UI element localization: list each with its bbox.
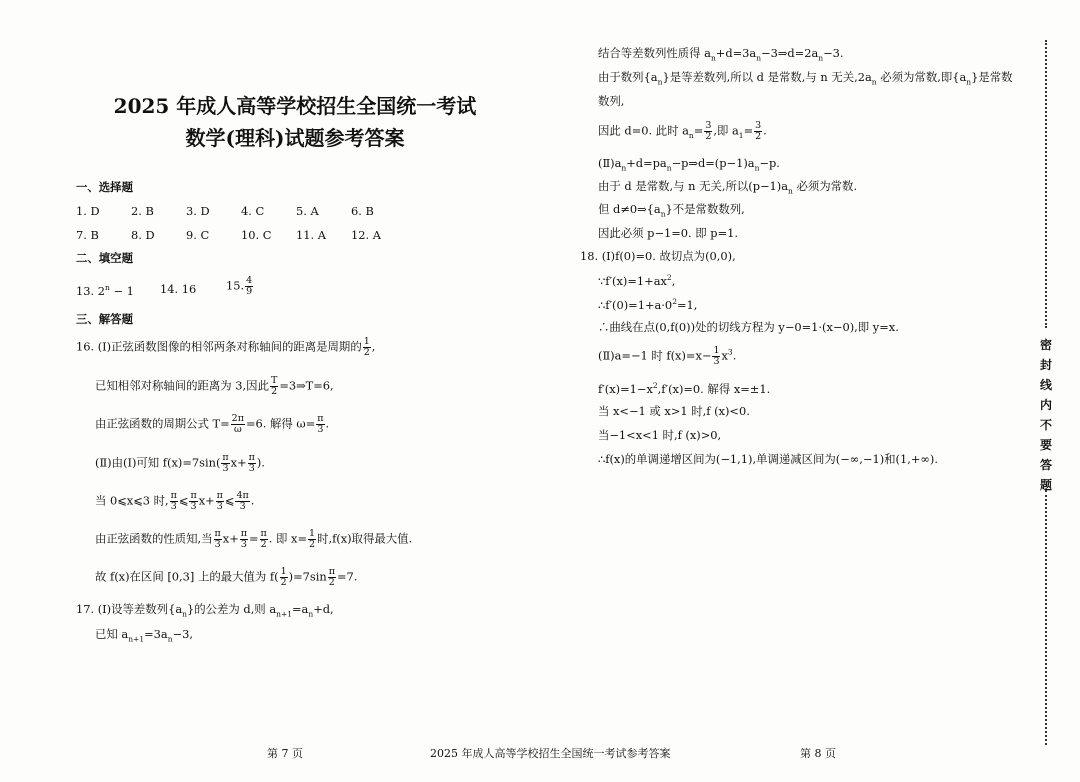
binding-char: 密 bbox=[1039, 338, 1052, 352]
q16-line-5: 当 0⩽x⩽3 时, $\frac{\pi}{3}$ ⩽ $\frac{\pi}{3}$ x+ $\frac{\pi}{3}$ ⩽ $\frac{4\pi}{3}$ . bbox=[95, 490, 255, 512]
q17-line-1: 17. (Ⅰ)设等差数列$\{a_n\}$的公差为 d,则 $a_{n+1}=a_n+d$, bbox=[76, 602, 334, 619]
q16-line-4: (Ⅱ)由(Ⅰ)可知 f(x)=7sin( $\frac{\pi}{3}$ x+ $\frac{\pi}{3}$ ). bbox=[95, 452, 265, 474]
page-number-right: 第 8 页 bbox=[800, 747, 836, 760]
q18-line-9: ∴f(x)的单调递增区间为(−1,1),单调递减区间为(−∞,−1)和(1,+∞). bbox=[598, 452, 938, 466]
q17-line-8: 由于 d 是常数,与 n 无关,所以$(p-1)a_n$ 必须为常数. bbox=[598, 179, 858, 196]
answer-6: 6. B bbox=[351, 204, 374, 218]
q18-line-3: $\therefore f'(0)=1+a\cdot 0^2=1$, bbox=[598, 297, 698, 312]
footer-title: 2025 年成人高等学校招生全国统一考试参考答案 bbox=[430, 747, 671, 760]
binding-dotted-line-top bbox=[1045, 40, 1047, 328]
q16-line-1: 16. (Ⅰ)正弦函数图像的相邻两条对称轴间的距离是周期的 $\frac{1}{2}$ , bbox=[76, 336, 376, 358]
q17-line-9: 但 $d\ne 0\Rightarrow\{a_n\}$不是常数数列, bbox=[598, 202, 745, 219]
q16-line-6: 由正弦函数的性质知,当 $\frac{\pi}{3}$ x+ $\frac{\pi}{3}$ = $\frac{\pi}{2}$ . 即 x= $\frac{1}{2}$ 时,f(x)取得最大值. bbox=[95, 528, 413, 550]
answer-4: 4. C bbox=[241, 204, 265, 218]
answer-12: 12. A bbox=[351, 228, 381, 242]
answer-3: 3. D bbox=[186, 204, 210, 218]
binding-dotted-line-bottom bbox=[1045, 490, 1047, 745]
binding-char: 封 bbox=[1039, 358, 1052, 372]
answer-13: 13. $2^n - 1$ bbox=[76, 283, 134, 298]
answer-1: 1. D bbox=[76, 204, 100, 218]
answer-15: 15. $\frac{4}{9}$ bbox=[226, 275, 253, 297]
q17-line-2: 已知 $a_{n+1}=3a_n-3$, bbox=[95, 627, 193, 644]
q16-line-2: 已知相邻对称轴间的距离为 3,因此 $\frac{T}{2}$ =3⇒T=6, bbox=[95, 375, 334, 397]
binding-char: 答 bbox=[1039, 458, 1052, 472]
q17-line-10: 因此必须 p−1=0. 即 p=1. bbox=[598, 226, 739, 240]
answer-9: 9. C bbox=[186, 228, 210, 242]
answer-14: 14. 16 bbox=[160, 282, 197, 296]
q17-line-3: 结合等差数列性质得 $a_n+d=3a_n-3\Rightarrow d=2a_n-3$. bbox=[598, 46, 844, 63]
answer-7: 7. B bbox=[76, 228, 99, 242]
section-solution-heading: 三、解答题 bbox=[76, 312, 133, 326]
answer-11: 11. A bbox=[296, 228, 326, 242]
q18-line-8: 当−1<x<1 时,f (x)>0, bbox=[598, 428, 722, 442]
answer-5: 5. A bbox=[296, 204, 319, 218]
exam-title: 2025 年成人高等学校招生全国统一考试 bbox=[113, 94, 477, 118]
q18-line-2: $\because f'(x)=1+ax^2$, bbox=[598, 273, 676, 288]
page-number-left: 第 7 页 bbox=[267, 747, 303, 760]
q17-line-4: 由于数列$\{a_n\}$是等差数列,所以 d 是常数,与 n 无关$,2a_n$ 必须为常数,即$\{a_n\}$是常数 bbox=[598, 70, 1013, 87]
q18-line-1: 18. (Ⅰ)f(0)=0. 故切点为(0,0), bbox=[580, 249, 736, 263]
q17-line-5: 数列, bbox=[598, 94, 625, 108]
answer-10: 10. C bbox=[241, 228, 272, 242]
q18-line-6: $f'(x)=1-x^2,f'(x)=0$. 解得 x=±1. bbox=[598, 381, 771, 396]
q18-line-5: (Ⅱ)a=−1 时 f(x)=x− $\frac{1}{3}$ $x^3$. bbox=[598, 345, 737, 367]
q18-line-4: ∴曲线在点(0,f(0))处的切线方程为 y−0=1·(x−0),即 y=x. bbox=[598, 320, 899, 334]
binding-char: 题 bbox=[1039, 478, 1052, 492]
binding-char: 线 bbox=[1039, 378, 1052, 392]
binding-char: 不 bbox=[1039, 418, 1052, 432]
answer-2: 2. B bbox=[131, 204, 154, 218]
binding-margin-note bbox=[1036, 335, 1056, 495]
q16-line-7: 故 f(x)在区间 [0,3] 上的最大值为 f( $\frac{1}{2}$ )=7sin $\frac{\pi}{2}$ =7. bbox=[95, 566, 358, 588]
q17-line-6: 因此 d=0. 此时 $a_n=$ $\frac{3}{2}$ ,即 $a_1=$ $\frac{3}{2}$ . bbox=[598, 120, 767, 142]
q16-line-3: 由正弦函数的周期公式 T= $\frac{2\pi}{\omega}$ =6. 解得 ω= $\frac{\pi}{3}$ . bbox=[95, 413, 330, 435]
q17-line-7: $(Ⅱ)a_n+d=pa_n-p\Rightarrow d=(p-1)a_n-p$. bbox=[598, 156, 780, 173]
answer-subtitle: 数学(理科)试题参考答案 bbox=[185, 126, 405, 150]
answer-8: 8. D bbox=[131, 228, 155, 242]
q18-line-7: 当 x<−1 或 x>1 时,f (x)<0. bbox=[598, 404, 750, 418]
section-choice-heading: 一、选择题 bbox=[76, 180, 133, 194]
binding-char: 要 bbox=[1039, 438, 1052, 452]
section-fill-heading: 二、填空题 bbox=[76, 251, 133, 265]
binding-char: 内 bbox=[1039, 398, 1052, 412]
